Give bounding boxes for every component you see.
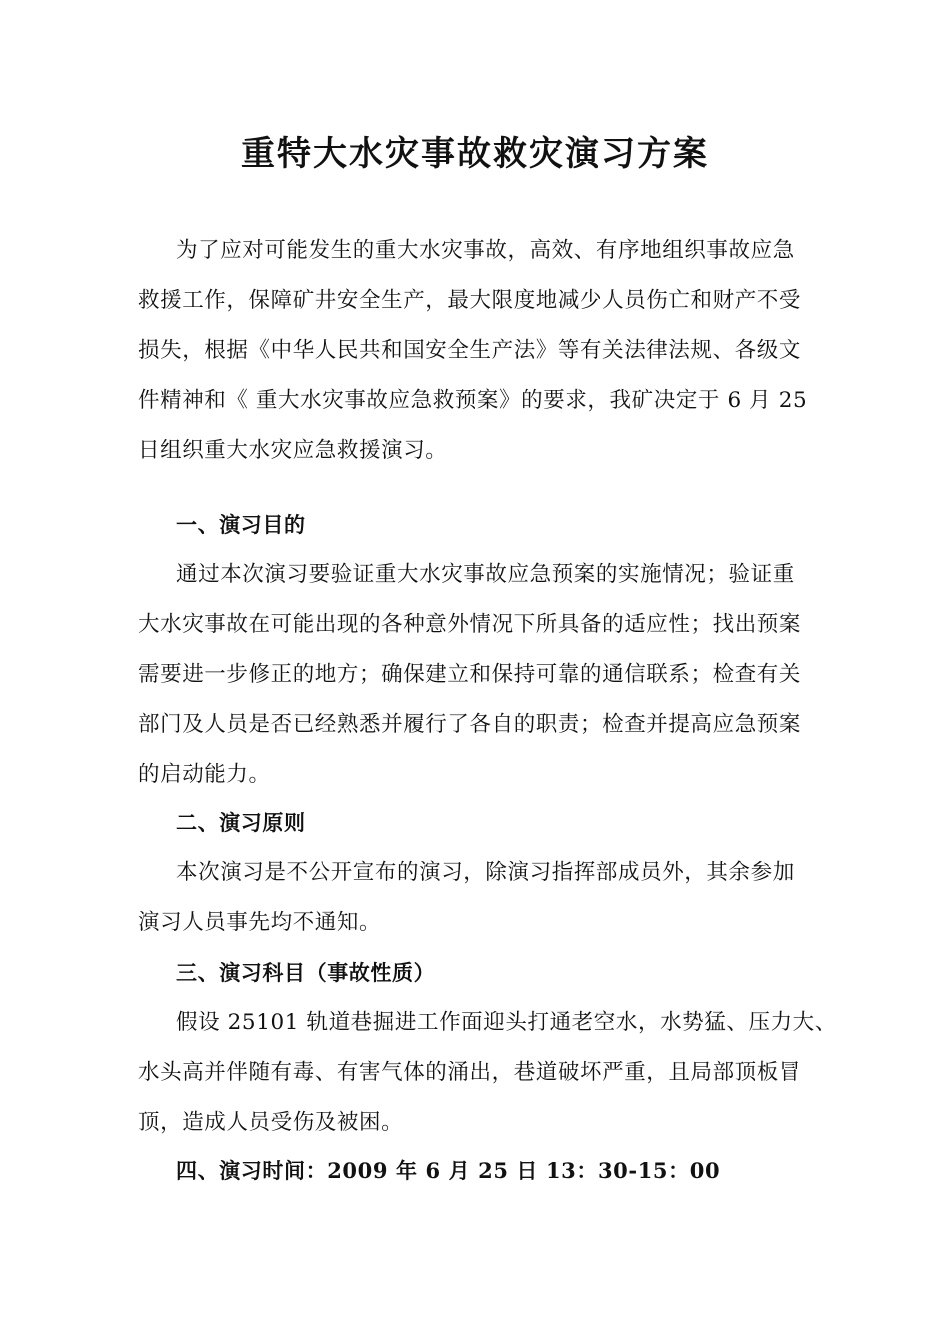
intro-line-3: 损失，根据《中华人民共和国安全生产法》等有关法律法规、各级文 bbox=[138, 338, 802, 363]
subject-line-3: 顶，造成人员受伤及被困。 bbox=[138, 1110, 404, 1135]
principle-line-2: 演习人员事先均不通知。 bbox=[138, 910, 382, 935]
purpose-line-4: 部门及人员是否已经熟悉并履行了各自的职责；检查并提高应急预案 bbox=[138, 712, 802, 737]
intro-line-2: 救援工作，保障矿井安全生产，最大限度地减少人员伤亡和财产不受 bbox=[138, 288, 802, 313]
section-heading-principle: 二、演习原则 bbox=[176, 810, 306, 835]
purpose-line-2: 大水灾事故在可能出现的各种意外情况下所具备的适应性；找出预案 bbox=[138, 612, 802, 637]
principle-line-1: 本次演习是不公开宣布的演习，除演习指挥部成员外，其余参加 bbox=[176, 860, 795, 885]
intro-line-5: 日组织重大水灾应急救援演习。 bbox=[138, 438, 448, 463]
section-heading-subject: 三、演习科目（事故性质） bbox=[176, 960, 436, 985]
subject-line-1: 假设 25101 轨道巷掘进工作面迎头打通老空水，水势猛、压力大、 bbox=[176, 1010, 837, 1035]
document-title: 重特大水灾事故救灾演习方案 bbox=[241, 134, 709, 174]
purpose-line-1: 通过本次演习要验证重大水灾事故应急预案的实施情况；验证重 bbox=[176, 562, 795, 587]
subject-line-2: 水头高并伴随有毒、有害气体的涌出，巷道破坏严重，且局部顶板冒 bbox=[138, 1060, 802, 1085]
section-heading-purpose: 一、演习目的 bbox=[176, 512, 306, 537]
intro-line-1: 为了应对可能发生的重大水灾事故，高效、有序地组织事故应急 bbox=[176, 238, 795, 263]
section-heading-time: 四、演习时间：2009 年 6 月 25 日 13：30-15：00 bbox=[176, 1158, 721, 1183]
purpose-line-3: 需要进一步修正的地方；确保建立和保持可靠的通信联系；检查有关 bbox=[138, 662, 802, 687]
purpose-line-5: 的启动能力。 bbox=[138, 762, 271, 787]
intro-line-4: 件精神和《 重大水灾事故应急救预案》的要求，我矿决定于 6 月 25 bbox=[138, 388, 808, 413]
